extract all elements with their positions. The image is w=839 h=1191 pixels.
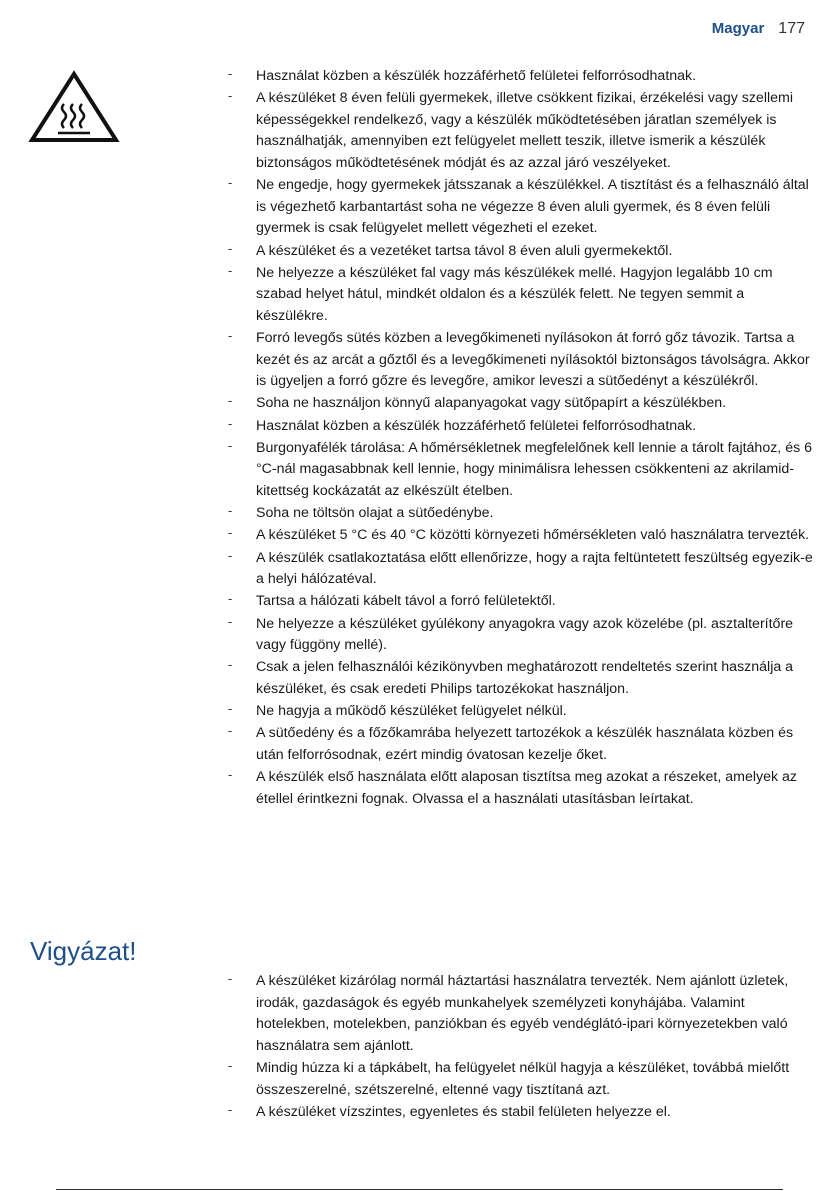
list-item-text: Használat közben a készülék hozzáférhető felületei felforrósodhatnak. (256, 417, 697, 434)
list-item (228, 438, 818, 503)
list-item-text: A készüléket 8 éven felüli gyermekek, illetve csökkent fizikai, érzékelési vagy szellemi képességekkel rendelkező, vagy a készülék működtetésében járatlan személyek is használhatják, amennyiben ezt felügyelet mellett teszik, illetve ismerik a készülék biztonságos működtetésének módját és az azzal járó veszélyeket. (256, 90, 793, 171)
list-item (228, 657, 818, 700)
list-item (228, 591, 818, 613)
list-item (228, 88, 818, 174)
list-item (228, 1102, 818, 1124)
bullet-dash: - (228, 723, 233, 739)
footer-divider (56, 1189, 783, 1190)
bullet-dash: - (228, 591, 233, 607)
list-item-text: Forró levegős sütés közben a levegőkimeneti nyílásokon át forró gőz távozik. Tartsa a kezét és az arcát a gőztől és a levegőkimeneti nyílásoktól biztonságos távolságra. Akkor is ügyeljen a forró gőzre és levegőre, amikor leveszi a sütőedényt a készülékről. (256, 330, 810, 390)
bullet-dash: - (228, 503, 233, 519)
bullet-dash: - (228, 437, 233, 453)
page-header (712, 20, 805, 38)
list-item (228, 614, 818, 657)
list-item (228, 1058, 818, 1101)
hot-surface-warning-icon (28, 70, 120, 144)
bullet-dash: - (228, 525, 233, 541)
bullet-dash: - (228, 240, 233, 256)
bullet-dash: - (228, 547, 233, 563)
list-item-text: Burgonyafélék tárolása: A hőmérsékletnek megfelelőnek kell lennie a tárolt fajtához, és 6 °C-nál magasabbnak kell lennie, hogy minimálisra lehessen csökkenteni az akrilamid-kitettség kockázatát az elkészült ételben. (256, 439, 813, 500)
bullet-dash: - (228, 415, 233, 431)
list-item (228, 263, 818, 328)
list-item (228, 328, 818, 393)
warnings-list (228, 66, 818, 811)
list-item (228, 548, 818, 591)
bullet-dash: - (228, 657, 233, 673)
list-item-text: Soha ne töltsön olajat a sütőedénybe. (256, 505, 494, 522)
list-item (228, 416, 818, 438)
caution-list (228, 971, 818, 1124)
list-item-text: Mindig húzza ki a tápkábelt, ha felügyelet nélkül hagyja a készüléket, továbbá mielőtt összeszerelné, szétszerelné, eltenné vagy tisztítaná azt. (256, 1059, 790, 1098)
list-item-text: Ne helyezze a készüléket fal vagy más készülékek mellé. Hagyjon legalább 10 cm szabad helyet hátul, mindkét oldalon és a készülék felett. Ne tegyen semmit a készülékre. (256, 264, 773, 324)
list-item (228, 767, 818, 810)
page-number: 177 (778, 20, 805, 37)
list-item-text: A készülék csatlakoztatása előtt ellenőrizze, hogy a rajta feltüntetett feszültség egyezik-e a helyi hálózatéval. (256, 549, 813, 588)
caution-heading: Vigyázat! (30, 936, 137, 966)
bullet-dash: - (228, 1101, 233, 1117)
bullet-dash: - (228, 328, 233, 344)
list-item (228, 393, 818, 415)
list-item-text: A készüléket kizárólag normál háztartási használatra tervezték. Nem ajánlott üzletek, irodák, gazdaságok és egyéb munkahelyek személyzeti konyhájába. Valamint hotelekben, motelekben, panziókban és egyéb vendéglátó-ipari környezetekben való használatra sem ajánlott. (256, 973, 789, 1054)
list-item-text: Ne engedje, hogy gyermekek játsszanak a készülékkel. A tisztítást és a felhasználó által is végezhető karbantartást soha ne végezze 8 éven aluli gyermek, és 8 éven felüli gyermek is csak felügyelet mellett végezheti el ezeket. (256, 177, 809, 237)
list-item-text: A készüléket vízszintes, egyenletes és stabil felületen helyezze el. (256, 1103, 671, 1120)
bullet-dash: - (228, 66, 233, 81)
list-item-text: Tartsa a hálózati kábelt távol a forró felületektől. (256, 593, 556, 610)
list-item-text: Csak a jelen felhasználói kézikönyvben meghatározott rendeltetés szerint használja a készüléket, és csak eredeti Philips tartozékokat használjon. (256, 659, 794, 697)
list-item (228, 66, 818, 88)
bullet-dash: - (228, 88, 233, 104)
list-item-text: A készülék első használata előtt alaposan tisztítsa meg azokat a részeket, amelyek az étellel érintkezni fognak. Olvassa el a használati utasításban leírtakat. (256, 769, 797, 807)
list-item (228, 701, 818, 723)
list-item (228, 723, 818, 766)
list-item (228, 525, 818, 547)
list-item (228, 241, 818, 263)
list-item-text: Ne hagyja a működő készüléket felügyelet nélkül. (256, 703, 567, 720)
bullet-dash: - (228, 175, 233, 191)
list-item-text: Soha ne használjon könnyű alapanyagokat vagy sütőpapírt a készülékben. (256, 395, 727, 412)
list-item (228, 175, 818, 240)
list-item-text: Ne helyezze a készüléket gyúlékony anyagokra vagy azok közelébe (pl. asztalterítőre vagy függöny mellé). (256, 615, 794, 654)
bullet-dash: - (228, 393, 233, 409)
list-item (228, 971, 818, 1057)
list-item-text: Használat közben a készülék hozzáférhető felületei felforrósodhatnak. (256, 68, 697, 84)
language-label: Magyar (711, 20, 765, 37)
list-item-text: A készüléket 5 °C és 40 °C közötti környezeti hőmérsékleten való használatra tervezték. (256, 527, 810, 544)
bullet-dash: - (228, 1057, 233, 1073)
bullet-dash: - (228, 701, 233, 717)
list-item-text: A sütőedény és a főzőkamrába helyezett tartozékok a készülék használata közben és után felforrósodnak, ezért mindig óvatosan kezelje őket. (256, 725, 794, 763)
bullet-dash: - (228, 262, 233, 278)
bullet-dash: - (228, 613, 233, 629)
bullet-dash: - (228, 971, 233, 986)
list-item-text: A készüléket és a vezetéket tartsa távol 8 éven aluli gyermekektől. (256, 242, 673, 259)
bullet-dash: - (228, 767, 233, 783)
list-item (228, 503, 818, 525)
